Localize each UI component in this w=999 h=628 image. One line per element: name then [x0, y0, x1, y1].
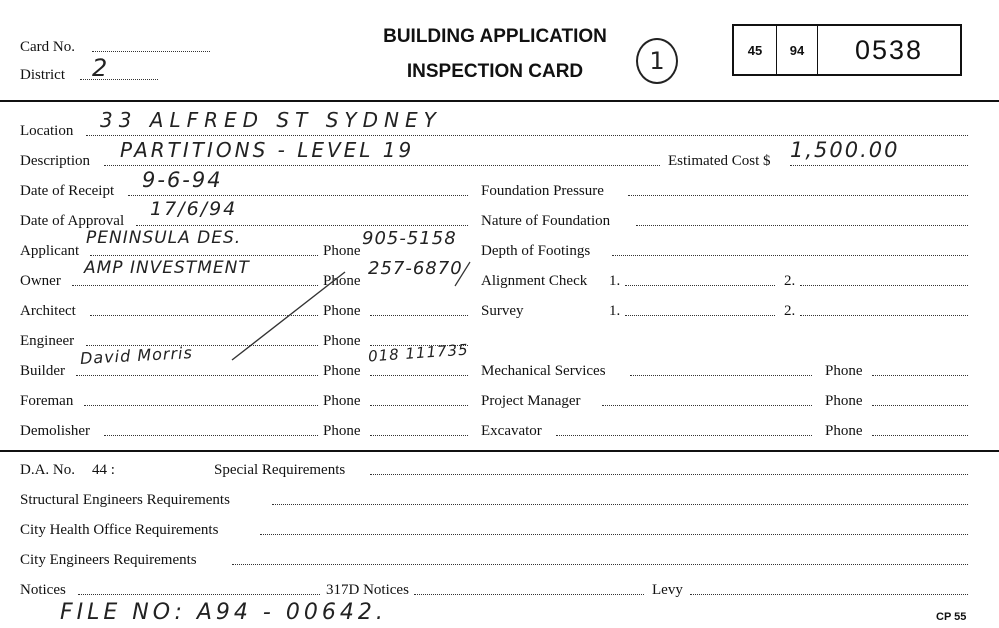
city-engineers-label: City Engineers Requirements: [20, 552, 197, 568]
district-label: District: [20, 67, 65, 83]
depth-of-footings-label: Depth of Footings: [481, 243, 591, 259]
project-manager-label: Project Manager: [481, 393, 581, 409]
nature-of-foundation-label: Nature of Foundation: [481, 213, 611, 229]
date-of-receipt-label: Date of Receipt: [20, 183, 115, 199]
district-value: 2: [92, 54, 110, 82]
owner-phone-label: Phone: [323, 273, 361, 289]
notices-317d-line: [414, 593, 644, 595]
date-of-approval-label: Date of Approval: [20, 213, 125, 229]
levy-label: Levy: [652, 582, 683, 598]
estimated-cost-label: Estimated Cost $: [668, 153, 771, 169]
excavator-label: Excavator: [481, 423, 542, 439]
city-health-label: City Health Office Requirements: [20, 522, 219, 538]
applicant-label: Applicant: [20, 243, 80, 259]
mechanical-services-label: Mechanical Services: [481, 363, 606, 379]
date-of-receipt-value: 9-6-94: [142, 168, 223, 192]
foreman-label: Foreman: [20, 393, 74, 409]
mechanical-services-phone-label: Phone: [825, 363, 863, 379]
owner-value: AMP INVESTMENT: [84, 258, 250, 278]
notices-line: [78, 593, 320, 595]
architect-label: Architect: [20, 303, 76, 319]
survey-1: 1.: [609, 303, 621, 319]
builder-label: Builder: [20, 363, 65, 379]
alignment-check-2: 2.: [784, 273, 796, 289]
alignment-check-1: 1.: [609, 273, 621, 289]
special-requirements-label: Special Requirements: [214, 462, 346, 478]
estimated-cost-value: 1,500.00: [790, 138, 900, 162]
project-manager-phone-label: Phone: [825, 393, 863, 409]
engineer-phone-label: Phone: [323, 333, 361, 349]
notices-label: Notices: [20, 582, 66, 598]
applicant-value: PENINSULA DES.: [86, 228, 242, 248]
circled-number: 1: [636, 38, 678, 84]
location-label: Location: [20, 123, 74, 139]
engineer-label: Engineer: [20, 333, 75, 349]
description-value: PARTITIONS - LEVEL 19: [120, 138, 415, 162]
box-cell-2: 94: [777, 26, 818, 74]
mid-divider: [0, 450, 999, 452]
date-of-approval-value: 17/6/94: [150, 198, 238, 220]
title-building-application: BUILDING APPLICATION: [383, 26, 607, 47]
description-label: Description: [20, 153, 90, 169]
applicant-phone-value: 905-5158: [362, 228, 457, 249]
demolisher-label: Demolisher: [20, 423, 90, 439]
city-engineers-line: [232, 563, 968, 565]
file-no-handwritten: FILE NO: A94 - 00642.: [60, 600, 387, 625]
architect-phone-label: Phone: [323, 303, 361, 319]
owner-phone-value: 257-6870: [368, 258, 463, 279]
form-code: CP 55: [936, 611, 967, 623]
structural-engineers-line: [272, 503, 968, 505]
foreman-phone-label: Phone: [323, 393, 361, 409]
structural-engineers-label: Structural Engineers Requirements: [20, 492, 230, 508]
special-requirements-line: [370, 473, 968, 475]
survey-label: Survey: [481, 303, 524, 319]
box-cell-1: 45: [734, 26, 777, 74]
city-health-line: [260, 533, 968, 535]
da-no-label: D.A. No.: [20, 462, 75, 478]
box-cell-3: 0538: [854, 34, 924, 65]
foundation-pressure-label: Foundation Pressure: [481, 183, 604, 199]
location-value: 33 ALFRED ST SYDNEY: [100, 108, 442, 132]
builder-value: David Morris: [79, 343, 194, 368]
card-no-label: Card No.: [20, 39, 75, 55]
owner-label: Owner: [20, 273, 61, 289]
notices-317d-label: 317D Notices: [326, 582, 409, 598]
da-no-value: 44 :: [92, 462, 115, 478]
builder-phone-label: Phone: [323, 363, 361, 379]
demolisher-phone-label: Phone: [323, 423, 361, 439]
survey-2: 2.: [784, 303, 796, 319]
applicant-phone-label: Phone: [323, 243, 361, 259]
levy-line: [690, 593, 968, 595]
builder-phone-value: 018 111735: [367, 340, 470, 366]
title-inspection-card: INSPECTION CARD: [406, 61, 584, 82]
excavator-phone-label: Phone: [825, 423, 863, 439]
alignment-check-label: Alignment Check: [481, 273, 588, 289]
